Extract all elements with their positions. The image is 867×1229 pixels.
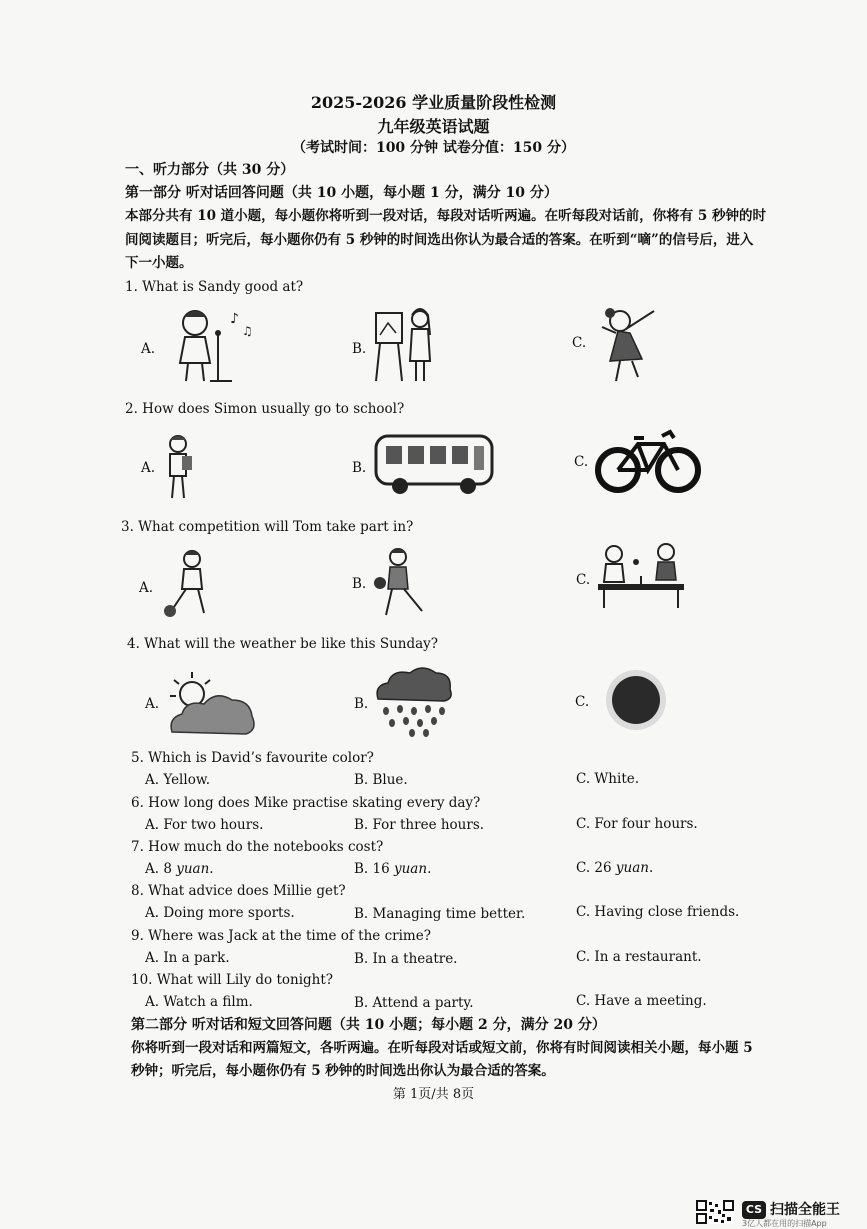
singing-girl-icon (160, 305, 260, 385)
exam-info: （考试时间：100 分钟 试卷分值：150 分） (291, 140, 576, 156)
painting-girl-icon (368, 305, 438, 385)
walking-boy-icon (162, 432, 194, 502)
option-b: B. In a theatre. (354, 951, 458, 967)
question-7: 7. How much do the notebooks cost? (131, 839, 384, 855)
option-a: A. For two hours. (145, 817, 264, 833)
question-5: 5. Which is David’s favourite color? (131, 750, 374, 766)
bicycle-icon (594, 428, 702, 494)
option-label: C. (575, 694, 590, 710)
question-4: 4. What will the weather be like this Sunday? (127, 636, 439, 652)
option-label: C. (574, 454, 589, 470)
sun-icon (598, 668, 674, 732)
part2-heading: 第二部分 听对话和短文回答问题（共 10 小题；每小题 2 分，满分 20 分） (131, 1017, 606, 1033)
football-boy-icon (160, 549, 216, 619)
option-c: C. Having close friends. (576, 904, 740, 920)
svg-text:♪: ♪ (230, 311, 239, 327)
part2-instructions-line2: 秒钟；听完后，每小题你仍有 5 秒钟的时间选出你认为最合适的答案。 (131, 1063, 555, 1079)
option-label: B. (352, 460, 367, 476)
question-3: 3. What competition will Tom take part in? (121, 519, 414, 535)
option-label: B. (352, 576, 367, 592)
option-c: C. In a restaurant. (576, 949, 702, 965)
option-c: C. White. (576, 771, 640, 787)
exam-title: 2025-2026 学业质量阶段性检测 (310, 93, 557, 112)
option-c: C. 26 yuan. (576, 860, 654, 876)
partly-cloudy-icon (166, 670, 258, 740)
option-label: A. (145, 696, 160, 712)
option-label: A. (141, 341, 156, 357)
question-1: 1. What is Sandy good at? (125, 279, 304, 295)
option-a: A. In a park. (145, 950, 230, 966)
option-label: B. (352, 341, 367, 357)
option-a: A. Yellow. (145, 772, 211, 788)
question-8: 8. What advice does Millie get? (131, 883, 346, 899)
option-a: A. Watch a film. (145, 994, 253, 1010)
question-9: 9. Where was Jack at the time of the crime? (131, 928, 431, 944)
option-label: C. (572, 335, 587, 351)
watermark-tagline: 3亿人都在用的扫描App (742, 1219, 827, 1228)
option-b: B. 16 yuan. (354, 861, 432, 877)
part1-instructions-line3: 下一小题。 (125, 255, 193, 271)
section-heading: 一、听力部分（共 30 分） (125, 162, 295, 178)
option-a: A. 8 yuan. (145, 861, 214, 877)
page-number: 第 1页/共 8页 (392, 1087, 475, 1102)
dancing-girl-icon (596, 305, 662, 383)
option-c: C. Have a meeting. (576, 993, 707, 1009)
bus-icon (372, 432, 496, 496)
option-b: B. Attend a party. (354, 995, 474, 1011)
option-label: C. (576, 572, 591, 588)
question-6: 6. How long does Mike practise skating every day? (131, 795, 481, 811)
option-b: B. Blue. (354, 772, 408, 788)
rain-icon (374, 663, 454, 739)
option-c: C. For four hours. (576, 816, 698, 832)
basketball-boy-icon (372, 547, 432, 619)
question-10: 10. What will Lily do tonight? (131, 972, 334, 988)
option-label: A. (139, 580, 154, 596)
table-tennis-icon (596, 542, 688, 612)
part1-instructions-line2: 间阅读题目；听完后，每小题你仍有 5 秒钟的时间选出你认为最合适的答案。在听到“嘀”的信号后，进入 (125, 232, 754, 248)
watermark-brand: 扫描全能王 (770, 1202, 840, 1218)
option-label: A. (141, 460, 156, 476)
option-label: B. (354, 696, 369, 712)
option-a: A. Doing more sports. (145, 905, 295, 921)
part1-instructions-line1: 本部分共有 10 道小题，每小题你将听到一段对话，每段对话听两遍。在听每段对话前，你将有 5 秒钟的时 (125, 208, 766, 224)
option-b: B. For three hours. (354, 817, 485, 833)
camscanner-logo-icon: CS (742, 1201, 766, 1219)
part2-instructions-line1: 你将听到一段对话和两篇短文，各听两遍。在听每段对话或短文前，你将有时间阅读相关小题，每小题 5 (131, 1040, 753, 1056)
part1-heading: 第一部分 听对话回答问题（共 10 小题，每小题 1 分，满分 10 分） (125, 185, 558, 201)
exam-subtitle: 九年级英语试题 (377, 117, 490, 136)
qr-code-icon (696, 1200, 734, 1224)
svg-text:♫: ♫ (242, 324, 253, 338)
option-b: B. Managing time better. (354, 906, 526, 922)
question-2: 2. How does Simon usually go to school? (125, 401, 405, 417)
